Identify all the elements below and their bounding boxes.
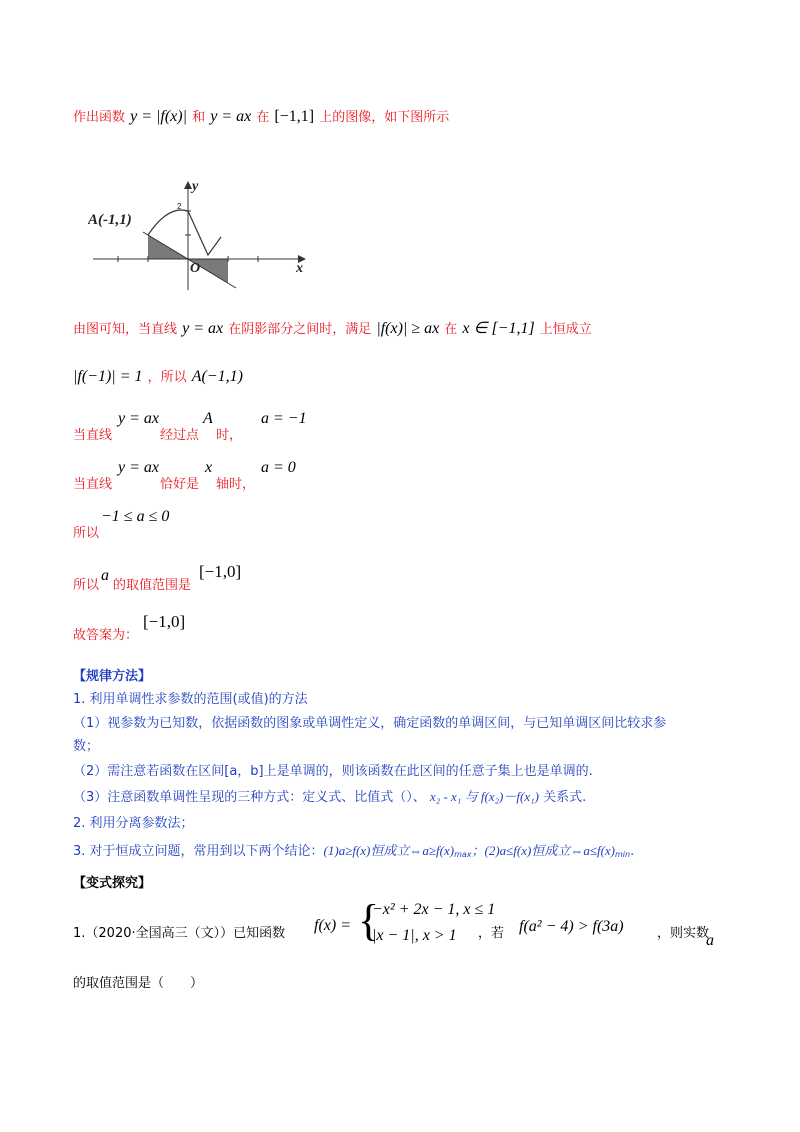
formula-fx: f(x) = (314, 917, 351, 934)
x-label: x (296, 261, 303, 276)
text: 3. 对于恒成立问题，常用到以下两个结论： (73, 844, 324, 859)
y-tick-2-label: 2 (177, 202, 182, 211)
piecewise-brace: { (358, 896, 380, 945)
formula-x: x (205, 459, 213, 476)
formula-interval: [−1,0] (199, 562, 242, 581)
text: 轴时， (216, 477, 256, 492)
formula-a-zero: a = 0 (261, 459, 296, 476)
formula-range: −1 ≤ a ≤ 0 (101, 508, 170, 525)
text: 时， (216, 428, 243, 443)
formula-y-ax: y = ax (210, 108, 252, 125)
point-a-label: A(-1,1) (88, 212, 132, 228)
text: 经过点 (160, 428, 200, 443)
formula-y-ax: y = ax (118, 410, 159, 427)
formula-condition: f(a² − 4) > f(3a) (519, 918, 624, 935)
formula-a-point: A (203, 410, 213, 427)
line-range (73, 510, 273, 540)
line-x-axis (73, 461, 473, 491)
method-p1: 1. 利用单调性求参数的范围(或值)的方法 (73, 692, 308, 707)
method-p3: （2）需注意若函数在区间[a，b]上是单调的，则该函数在此区间的任意子集上也是单调的. (73, 764, 593, 779)
text: 上恒成立 (539, 322, 592, 337)
line-value-range (73, 564, 373, 594)
method-p4 (73, 786, 586, 805)
text: 关系式. (543, 790, 587, 805)
text: 由图可知，当直线 (73, 322, 178, 337)
text: （3）注意函数单调性呈现的三种方式：定义式、比值式（）、 (73, 790, 426, 805)
text: 所以 (73, 526, 100, 541)
y-axis-arrow (184, 181, 192, 189)
text: ，若 (478, 926, 505, 941)
line-through-a (73, 412, 473, 442)
formula-max: (1)a≥f(x)恒成立⇔a≥f(x) (323, 843, 455, 858)
graph-svg (88, 175, 318, 295)
piece-case-1: −x² + 2x − 1, x ≤ 1 (372, 901, 496, 918)
formula-a-value: a = −1 (261, 410, 307, 427)
text: 恰好是 (160, 477, 200, 492)
formula-y-ax: y = ax (118, 459, 159, 476)
origin-label: O (190, 261, 201, 276)
text: 当直线 (73, 477, 113, 492)
question-prefix: 1.（2020·全国高三（文））已知函数 (73, 926, 286, 941)
formula-a: a (706, 932, 714, 949)
answer-value: [−1,0] (143, 612, 186, 631)
text: 在 (256, 110, 270, 125)
text: 在 (444, 322, 458, 337)
line-answer (73, 612, 373, 642)
variant-heading: 【变式探究】 (73, 876, 152, 891)
subscript-min: min (615, 850, 631, 859)
method-p2a: （1）视参数为已知数，依据函数的图象或单调性定义，确定函数的单调区间，与已知单调区间比较求参 (73, 716, 667, 731)
question-tail: 的取值范围是（ ） (73, 976, 204, 991)
line-point-a (73, 366, 243, 386)
method-p5: 2. 利用分离参数法； (73, 816, 194, 831)
formula-y-ax: y = ax (182, 320, 224, 337)
text: . (630, 844, 635, 859)
line-conclusion (73, 318, 592, 338)
y-label: y (192, 179, 199, 194)
formula-abs-fx: y = |f(x)| (130, 108, 188, 125)
text: 作出函数 (73, 110, 126, 125)
function-graph (88, 175, 318, 295)
method-heading: 【规律方法】 (73, 669, 152, 684)
formula-min: ；(2)a≤f(x)恒成立⇔a≤f(x) (471, 843, 616, 858)
method-p2b: 数； (73, 739, 100, 754)
formula-diff: x₂ - x₁ 与 f(x₂)－f(x₁) (429, 789, 539, 804)
variant-question (73, 895, 733, 955)
method-p6 (73, 840, 634, 859)
text: 的取值范围是 (113, 578, 192, 593)
line-plot-intro (73, 106, 449, 126)
formula-interval: [−1,1] (274, 108, 315, 125)
text: 在阴影部分之间时，满足 (228, 322, 372, 337)
text: 当直线 (73, 428, 113, 443)
subscript-max: max (454, 850, 472, 859)
formula-point-a: A(−1,1) (191, 368, 243, 385)
formula-a: a (101, 567, 109, 584)
text: 上的图像，如下图所示 (319, 110, 450, 125)
text: ，则实数 (657, 926, 710, 941)
text: 所以 (73, 578, 100, 593)
formula-domain: x ∈ [−1,1] (462, 320, 535, 337)
formula-inequality: |f(x)| ≥ ax (376, 320, 440, 337)
text: 和 (192, 110, 206, 125)
answer-label: 故答案为： (73, 628, 139, 643)
formula-f-minus1: |f(−1)| = 1 (73, 368, 143, 385)
text: ，所以 (147, 370, 187, 385)
piece-case-2: |x − 1|, x > 1 (372, 927, 457, 944)
